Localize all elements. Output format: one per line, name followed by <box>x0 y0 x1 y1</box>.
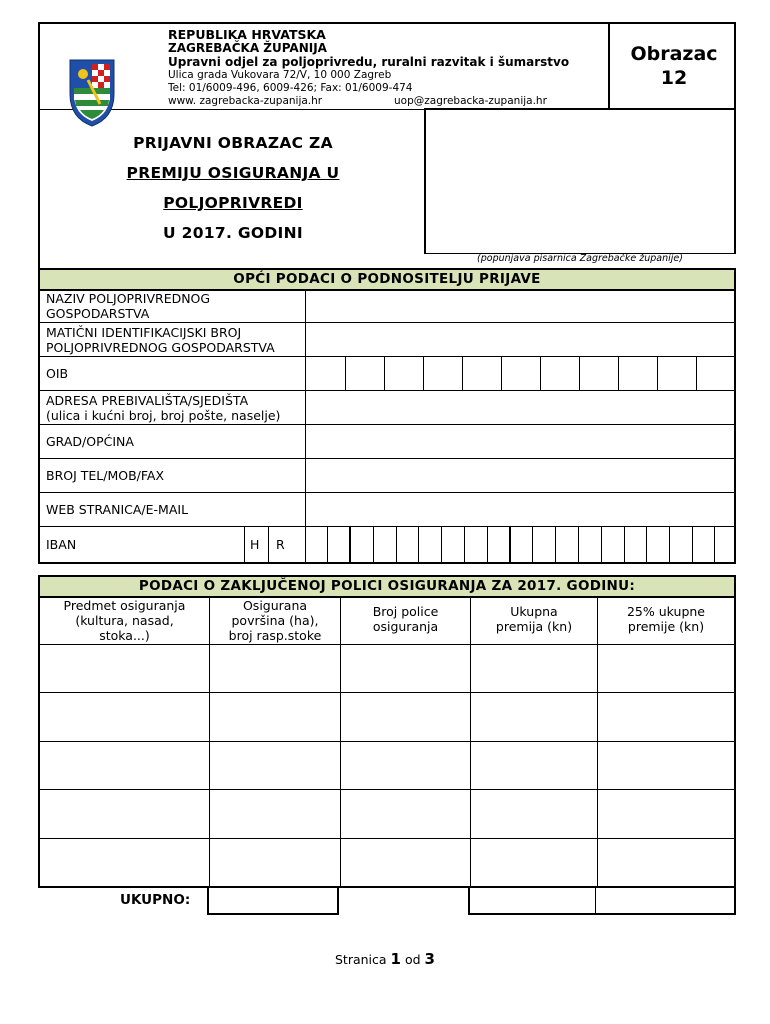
field-label-oib: OIB <box>46 366 69 381</box>
field-row-farm-id <box>40 323 734 357</box>
field-label-iban: IBAN <box>46 537 77 552</box>
page-current: 1 <box>390 950 401 968</box>
col-header-area: Osigurana površina (ha), broj rasp.stoke <box>228 598 322 643</box>
form-title-line-2: PREMIJU OSIGURANJA U <box>126 164 340 182</box>
table-row[interactable] <box>40 742 734 789</box>
field-label-web-email: WEB STRANICA/E-MAIL <box>46 502 189 517</box>
office-email: uop@zagrebacka-zupanija.hr <box>394 95 547 107</box>
form-title-line-3: POLJOPRIVREDI <box>163 194 303 212</box>
form-title-line-4: U 2017. GODINI <box>163 224 303 242</box>
applicant-table <box>38 289 736 564</box>
phone-input[interactable] <box>306 459 734 492</box>
col-header-policy-number: Broj police osiguranja <box>372 604 439 634</box>
field-row-phone <box>40 459 734 493</box>
farm-id-input[interactable] <box>306 323 734 356</box>
office-stamp-box[interactable] <box>424 108 736 254</box>
field-row-oib <box>40 357 734 391</box>
field-row-city <box>40 425 734 459</box>
field-row-web-email <box>40 493 734 527</box>
policy-section-heading: PODACI O ZAKLJUČENOJ POLICI OSIGURANJA ZA 2017. GODINU: <box>38 575 736 598</box>
field-label-address: ADRESA PREBIVALIŠTA/SJEDIŠTA (ulica i kućni broj, broj pošte, naselje) <box>46 393 281 423</box>
iban-prefix-h: H <box>250 537 260 552</box>
office-stamp-note: (popunjava pisarnica Zagrebačke županije) <box>477 253 683 264</box>
form-number: 12 <box>660 67 688 89</box>
office-phones: Tel: 01/6009-496, 6009-426; Fax: 01/6009-474 <box>168 82 413 94</box>
address-input[interactable] <box>306 391 734 424</box>
form-number-box <box>608 22 738 110</box>
table-row[interactable] <box>40 645 734 692</box>
iban-prefix-r: R <box>276 537 285 552</box>
farm-name-input[interactable] <box>306 289 734 322</box>
total-premium-input[interactable] <box>468 886 736 915</box>
department-name: Upravni odjel za poljoprivredu, ruralni razvitak i šumarstvo <box>168 55 570 69</box>
city-input[interactable] <box>306 425 734 458</box>
applicant-section-heading: OPĆI PODACI O PODNOSITELJU PRIJAVE <box>38 268 736 291</box>
field-row-iban <box>40 527 734 562</box>
field-row-address <box>40 391 734 425</box>
oib-input[interactable] <box>306 357 734 390</box>
office-address: Ulica grada Vukovara 72/V, 10 000 Zagreb <box>168 69 392 81</box>
field-label-phone: BROJ TEL/MOB/FAX <box>46 468 165 483</box>
total-area-input[interactable] <box>207 886 339 915</box>
country-name: REPUBLIKA HRVATSKA <box>168 27 326 42</box>
of-word: od <box>404 952 421 967</box>
table-row[interactable] <box>40 693 734 741</box>
county-name: ZAGREBAČKA ŽUPANIJA <box>168 41 327 55</box>
field-label-city: GRAD/OPĆINA <box>46 434 134 449</box>
form-label: Obrazac <box>630 43 718 65</box>
office-website: www. zagrebacka-zupanija.hr <box>168 95 323 107</box>
page-word: Stranica <box>335 952 387 967</box>
form-title-block <box>38 108 424 268</box>
form-title-line-1: PRIJAVNI OBRAZAC ZA <box>133 134 333 152</box>
field-label-farm-id: MATIČNI IDENTIFIKACIJSKI BROJ POLJOPRIVREDNOG GOSPODARSTVA <box>46 325 275 355</box>
col-header-25-percent: 25% ukupne premije (kn) <box>626 604 705 634</box>
col-header-subject: Predmet osiguranja (kultura, nasad, stoka...) <box>63 598 186 643</box>
total-label: UKUPNO: <box>120 892 191 908</box>
col-header-total-premium: Ukupna premija (kn) <box>495 604 573 634</box>
table-row[interactable] <box>40 790 734 838</box>
policy-table <box>38 596 736 888</box>
field-label-farm-name: NAZIV POLJOPRIVREDNOG GOSPODARSTVA <box>46 291 211 321</box>
table-row[interactable] <box>40 839 734 886</box>
page-number <box>0 950 770 968</box>
page-total: 3 <box>424 950 435 968</box>
document-header <box>38 22 736 110</box>
field-row-farm-name <box>40 289 734 323</box>
web-email-input[interactable] <box>306 493 734 526</box>
